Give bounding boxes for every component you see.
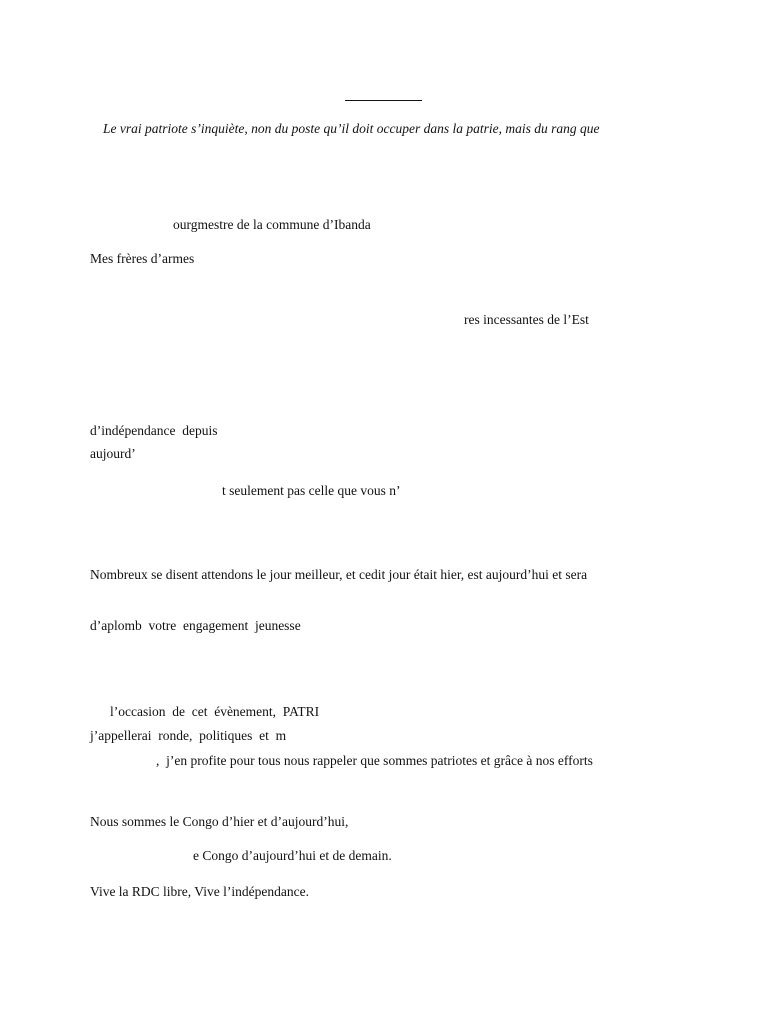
text-line-independance: d’indépendance depuis xyxy=(90,423,218,438)
text-line-occasion: l’occasion de cet évènement, PATRI xyxy=(110,704,320,719)
text-line-aujourd: aujourd’ xyxy=(90,446,136,461)
text-line-nombreux: Nombreux se disent attendons le jour meilleur, et cedit jour était hier, est aujourd’hui et sera xyxy=(90,567,588,582)
title-underline xyxy=(345,100,422,101)
text-line-incessantes: res incessantes de l’Est xyxy=(464,312,589,327)
text-line-appellerai: j’appellerai ronde, politiques et m xyxy=(90,728,287,743)
text-line-congo-demain: e Congo d’aujourd’hui et de demain. xyxy=(193,848,392,863)
epigraph: Le vrai patriote s’inquiète, non du poste qu’il doit occuper dans la patrie, mais du rang que xyxy=(103,121,600,136)
text-line-patriotes: , j’en profite pour tous nous rappeler que sommes patriotes et grâce à nos efforts xyxy=(156,753,593,768)
text-line-congo-hier: Nous sommes le Congo d’hier et d’aujourd’hui, xyxy=(90,814,349,829)
text-line-vive-rdc: Vive la RDC libre, Vive l’indépendance. xyxy=(90,884,309,899)
text-line-freres-armes: Mes frères d’armes xyxy=(90,251,195,266)
text-line-aplomb: d’aplomb votre engagement jeunesse xyxy=(90,618,301,633)
text-line-seulement: t seulement pas celle que vous n’ xyxy=(222,483,401,498)
text-line-bourgmestre: ourgmestre de la commune d’Ibanda xyxy=(173,217,371,232)
